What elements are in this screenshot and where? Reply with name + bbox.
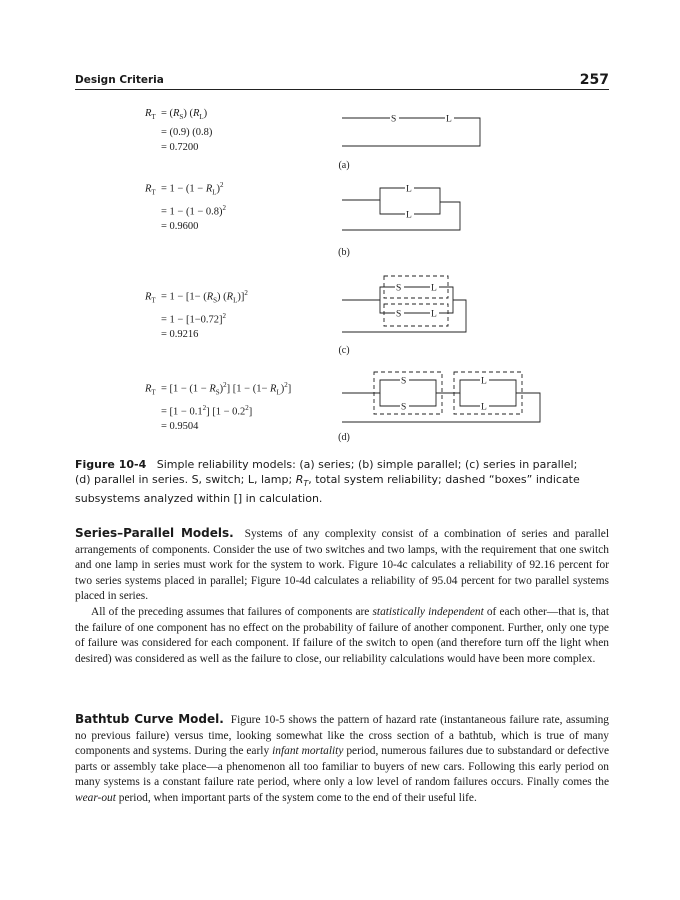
- circuit-d-switch-box: [374, 372, 442, 414]
- equation-a-line-3: = 0.7200: [161, 142, 199, 154]
- circuit-d-parallel-in-series: [342, 372, 540, 422]
- label-d: (d): [338, 432, 350, 443]
- circuit-c-switch-2: S: [396, 309, 402, 320]
- label-b: (b): [338, 247, 350, 258]
- figure-caption-text: Simple reliability models: (a) series; (b) simple parallel; (c) series in parallel; (d) parallel in series. S, switch; L, lamp; $R_T$, total system reliability; dashed “boxes” indicate subsystems analyzed within [] in calculation.: [75, 458, 580, 506]
- circuit-a-series: [342, 115, 480, 147]
- running-head: Design Criteria: [75, 74, 164, 86]
- equation-d-line-2: = $[1 - 0.1^2]$ $[1 - 0.2^2]$: [161, 403, 253, 418]
- equation-c-line-3: = 0.9216: [161, 329, 199, 341]
- circuit-b-lamp-2: L: [406, 210, 412, 221]
- figure-caption: [75, 457, 595, 506]
- label-c: (c): [338, 345, 350, 356]
- circuit-c-subsystem-box-2: [384, 304, 448, 326]
- circuit-c-lamp-2: L: [431, 309, 437, 320]
- circuit-d-lamp-1: L: [481, 376, 487, 387]
- equation-a-line-1: $R_T = (R_S)$ $(R_L)$: [145, 108, 208, 122]
- circuit-c-lamp-1: L: [431, 283, 437, 294]
- label-a: (a): [338, 160, 350, 171]
- equation-d-line-3: = 0.9504: [161, 421, 199, 433]
- equation-b-line-3: = 0.9600: [161, 221, 199, 233]
- section-bathtub: [75, 712, 609, 807]
- circuit-d-lamp-2: L: [481, 402, 487, 413]
- equation-d-line-1: $R_T = [1 - (1 - R_S)^2] [1 - (1- R_L)^2]$: [145, 381, 292, 397]
- circuit-d-switch-1: S: [401, 376, 407, 387]
- section-heading-series-parallel: Series–Parallel Models.: [75, 526, 234, 540]
- circuit-b-lamp-1: L: [406, 184, 412, 195]
- circuit-d-switch-2: S: [401, 402, 407, 413]
- equation-b-line-1: $R_T = 1 - (1 - R_L)^2$: [145, 181, 224, 197]
- section-series-parallel: [75, 526, 609, 667]
- figure-label: Figure 10-4: [75, 458, 147, 471]
- paragraph-series-parallel-2: All of the preceding assumes that failures of components are statistically independent of each other—that is, that the failure of one component has no effect on the probability of failure of another component. Further, only one type of failure was considered for each component. If failure of the switch to open (and therefore turn off the light when desired) was considered as well as the failure to close, our reliability calculations would have been more complex.: [75, 605, 609, 665]
- equation-a-line-2: = (0.9) (0.8): [161, 127, 213, 139]
- circuit-b-parallel: [342, 185, 460, 231]
- equation-c-line-1: $R_T = 1 - [1- (R_S)$ $(R_L)]^2$: [145, 289, 248, 305]
- equation-c-line-2: = $1 - [1-0.72]^2$: [161, 311, 227, 326]
- page-number: 257: [579, 72, 609, 88]
- paragraph-series-parallel-1: Systems of any complexity consist of a combination of series and parallel arrangements of components. Consider the use of two switches and two lamps, with the requirement that one switch and one lamp in series must work for the system to work. Figure 10-4c calculates a reliability of 92.16 percent for two series systems placed in parallel; Figure 10-4d calculates a reliability of 95.04 percent for two parallel systems placed in series.: [75, 528, 609, 603]
- paragraph-bathtub-1: Bathtub Curve Model. Figure 10-5 shows the pattern of hazard rate (instantaneous failure rate, assuming no previous failure) versus time, looking somewhat like the cross section of a bathtub, which is true of many components and systems. During the early infant mortality period, numerous failures due to substandard or defective parts or assembly take place—a phenomenon all too familiar to buyers of new cars. Following this early period on many systems is a constant failure rate period, where only a low level of random failures occurs. Finally comes the wear-out period, when important parts of the system come to the end of their useful life.: [75, 712, 610, 804]
- circuit-d-lamp-box: [454, 372, 522, 414]
- section-heading-bathtub: Bathtub Curve Model.: [75, 712, 224, 726]
- circuit-c-series-in-parallel: [342, 276, 466, 332]
- circuit-a-switch: S: [391, 114, 397, 125]
- circuit-c-switch-1: S: [396, 283, 402, 294]
- equation-b-line-2: = $1 - (1 - 0.8)^2$: [161, 203, 227, 218]
- circuit-a-lamp: L: [446, 114, 452, 125]
